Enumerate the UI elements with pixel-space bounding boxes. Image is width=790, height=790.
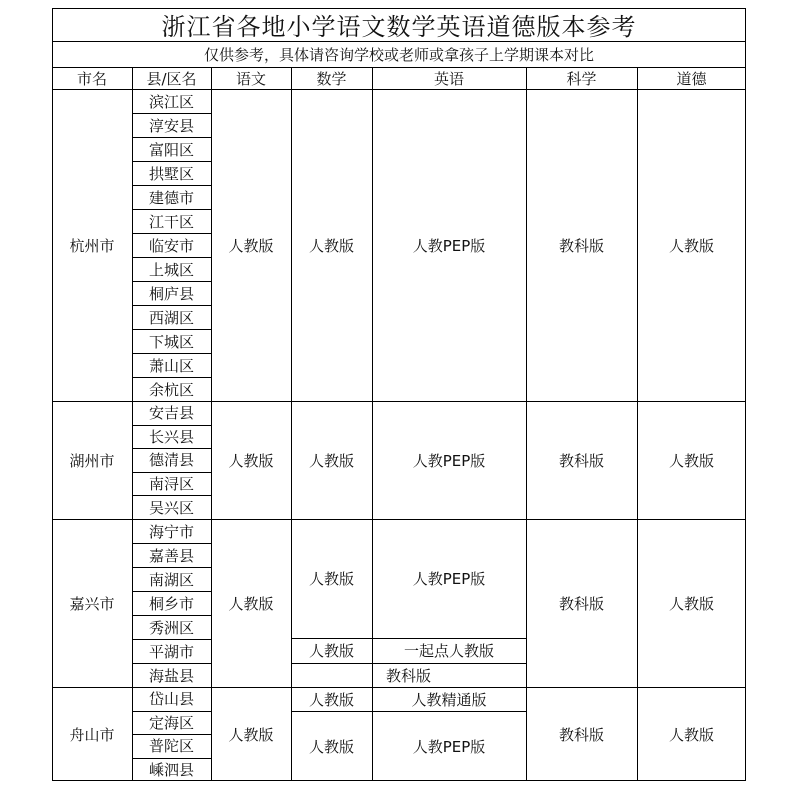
district-name: 德清县 bbox=[148, 451, 194, 470]
math-edition-daishan: 人教版 bbox=[308, 690, 354, 709]
math-edition: 人教版 bbox=[308, 737, 354, 756]
district-name: 富阳区 bbox=[148, 140, 194, 159]
district-name: 江干区 bbox=[148, 212, 194, 231]
english-edition: 人教PEP版 bbox=[412, 451, 486, 470]
english-edition-haiyan: 教科版 bbox=[385, 666, 431, 685]
math-edition-pinghu: 人教版 bbox=[308, 642, 354, 660]
district-name: 萧山区 bbox=[148, 356, 194, 375]
district-name: 秀洲区 bbox=[148, 618, 194, 637]
district-name: 余杭区 bbox=[148, 380, 194, 399]
math-edition: 人教版 bbox=[308, 451, 354, 470]
table-subtitle: 仅供参考，具体请咨询学校或老师或拿孩子上学期课本对比 bbox=[203, 45, 594, 64]
science-edition: 教科版 bbox=[558, 236, 604, 255]
math-edition: 人教版 bbox=[308, 236, 354, 255]
morality-edition: 人教版 bbox=[668, 725, 714, 744]
header-math: 数学 bbox=[316, 69, 347, 88]
header-morality: 道德 bbox=[676, 69, 707, 88]
table-title: 浙江省各地小学语文数学英语道德版本参考 bbox=[161, 13, 637, 41]
english-edition: 人教PEP版 bbox=[412, 570, 486, 588]
district-name: 滨江区 bbox=[148, 92, 194, 111]
math-edition: 人教版 bbox=[308, 570, 354, 588]
morality-edition: 人教版 bbox=[668, 594, 714, 613]
grid-line bbox=[52, 41, 746, 42]
district-name: 临安市 bbox=[148, 236, 194, 255]
district-name: 建德市 bbox=[148, 188, 194, 207]
city-name: 湖州市 bbox=[69, 451, 115, 470]
district-name: 岱山县 bbox=[148, 690, 194, 709]
district-name: 平湖市 bbox=[148, 642, 194, 661]
science-edition: 教科版 bbox=[558, 451, 604, 470]
district-name: 淳安县 bbox=[148, 116, 194, 135]
district-name: 海盐县 bbox=[148, 666, 194, 685]
district-name: 桐庐县 bbox=[148, 284, 194, 303]
district-name: 定海区 bbox=[148, 713, 194, 732]
district-name: 桐乡市 bbox=[148, 594, 194, 613]
header-chinese: 语文 bbox=[235, 69, 266, 88]
chinese-edition: 人教版 bbox=[228, 236, 274, 255]
district-name: 南湖区 bbox=[148, 570, 194, 589]
english-edition: 人教PEP版 bbox=[412, 236, 486, 255]
header-science: 科学 bbox=[566, 69, 597, 88]
morality-edition: 人教版 bbox=[668, 236, 714, 255]
district-name: 嵊泗县 bbox=[148, 760, 194, 779]
city-name: 杭州市 bbox=[69, 236, 115, 255]
district-name: 长兴县 bbox=[148, 427, 194, 446]
chinese-edition: 人教版 bbox=[228, 725, 274, 744]
header-district: 县/区名 bbox=[146, 69, 197, 88]
district-name: 嘉善县 bbox=[148, 546, 194, 565]
district-name: 海宁市 bbox=[148, 522, 194, 541]
header-city: 市名 bbox=[76, 69, 107, 88]
english-edition-daishan: 人教精通版 bbox=[411, 690, 487, 709]
city-name: 舟山市 bbox=[69, 725, 115, 744]
district-name: 吴兴区 bbox=[148, 498, 194, 517]
chinese-edition: 人教版 bbox=[228, 451, 274, 470]
district-name: 上城区 bbox=[148, 260, 194, 279]
header-english: 英语 bbox=[433, 69, 464, 88]
district-name: 拱墅区 bbox=[148, 164, 194, 183]
district-name: 西湖区 bbox=[148, 308, 194, 327]
district-name: 安吉县 bbox=[148, 404, 194, 423]
district-name: 普陀区 bbox=[148, 737, 194, 756]
district-name: 南浔区 bbox=[148, 475, 194, 494]
morality-edition: 人教版 bbox=[668, 451, 714, 470]
english-edition-pinghu: 一起点人教版 bbox=[403, 642, 494, 660]
city-name: 嘉兴市 bbox=[69, 594, 115, 613]
science-edition: 教科版 bbox=[558, 594, 604, 613]
english-edition: 人教PEP版 bbox=[412, 737, 486, 756]
science-edition: 教科版 bbox=[558, 725, 604, 744]
district-name: 下城区 bbox=[148, 332, 194, 351]
chinese-edition: 人教版 bbox=[228, 594, 274, 613]
